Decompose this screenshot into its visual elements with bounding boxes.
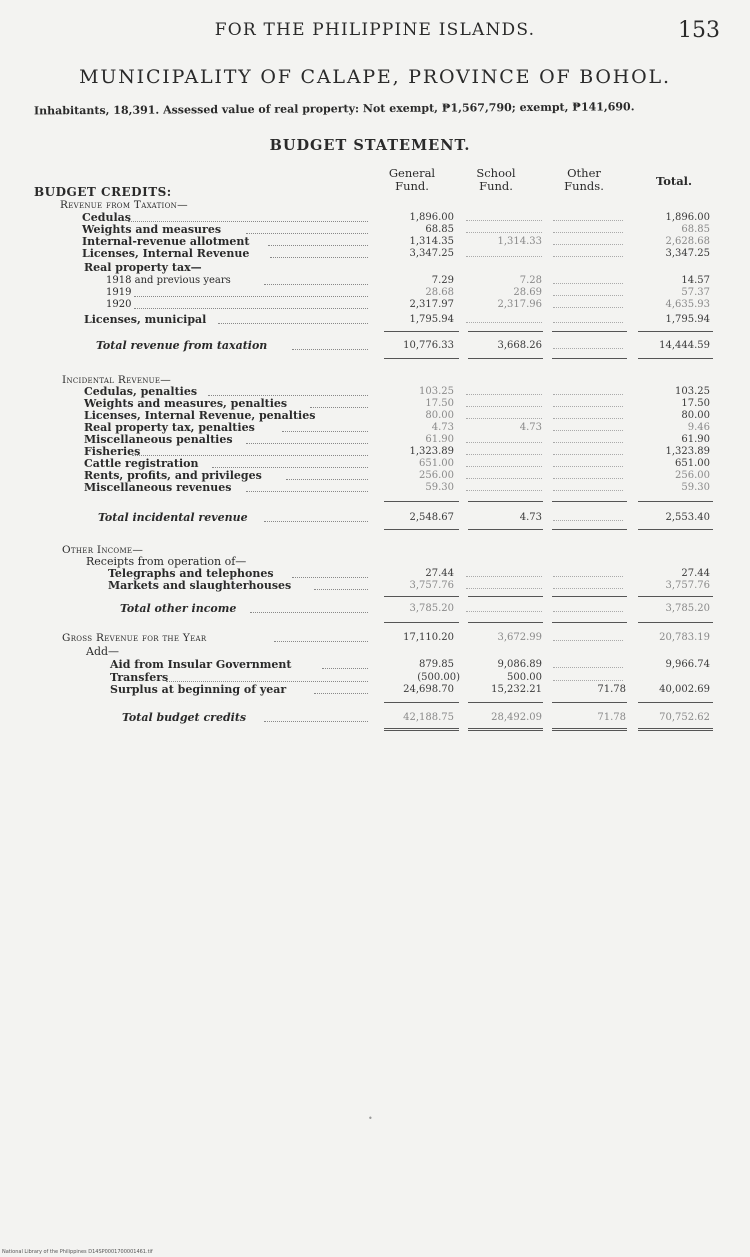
row-label: Cattle registration [84, 457, 199, 470]
table-row [0, 287, 750, 299]
blank-other [553, 611, 623, 612]
blank-school [466, 418, 542, 419]
subtotal-rule [384, 501, 459, 502]
double-total-rule [638, 728, 713, 731]
row-label: Real property tax, penalties [84, 421, 255, 434]
leader-dots [292, 577, 368, 578]
total-rule [384, 358, 459, 359]
blank-other [553, 322, 623, 323]
blank-school [466, 454, 542, 455]
general-value: 28.68 [425, 287, 454, 298]
school-value: 4.73 [519, 422, 542, 433]
other-value: 71.78 [597, 712, 626, 723]
subtotal-rule [384, 702, 459, 703]
total-value: 3,347.25 [665, 248, 710, 259]
general-value: 24,698.70 [403, 684, 454, 695]
blank-other [553, 348, 623, 349]
blank-other [553, 430, 623, 431]
inhabitants-assessed-value-line: Inhabitants, 18,391. Assessed value of real property: Not exempt, ₱1,567,790; exempt, ₱141,690. [33, 100, 635, 118]
blank-other [553, 283, 623, 284]
blank-other [553, 454, 623, 455]
leader-dots [246, 443, 368, 444]
subtotal-rule [638, 702, 713, 703]
leader-dots [128, 221, 368, 222]
leader-dots [286, 479, 368, 480]
row-label: Receipts from operation of— [86, 555, 247, 568]
general-value: 27.44 [425, 568, 454, 579]
blank-school [466, 490, 542, 491]
total-value: 17.50 [681, 398, 710, 409]
general-value: 1,795.94 [409, 314, 454, 325]
subtotal-rule [468, 596, 543, 597]
blank-other [553, 640, 623, 641]
general-value: 256.00 [419, 470, 454, 481]
blank-other [553, 442, 623, 443]
general-value: 3,757.76 [409, 580, 454, 591]
total-rule [384, 529, 459, 530]
total-value: 1,323.89 [665, 446, 710, 457]
blank-school [466, 611, 542, 612]
scan-speck: • [368, 1114, 373, 1123]
blank-other [553, 244, 623, 245]
leader-dots [208, 395, 368, 396]
school-value: 3,672.99 [497, 632, 542, 643]
total-rule [468, 358, 543, 359]
leader-dots [268, 245, 368, 246]
leader-dots [322, 668, 368, 669]
school-value: 4.73 [519, 512, 542, 523]
school-value: 1,314.33 [497, 236, 542, 247]
total-row [0, 603, 750, 615]
blank-other [553, 232, 623, 233]
blank-other [553, 588, 623, 589]
total-value: 14,444.59 [659, 340, 710, 351]
total-value: 651.00 [675, 458, 710, 469]
row-label: Gross Revenue for the Year [62, 632, 207, 644]
general-value: 7.29 [431, 275, 454, 286]
blank-school [466, 220, 542, 221]
leader-dots [274, 641, 368, 642]
row-label: Miscellaneous revenues [84, 481, 232, 494]
school-value: 500.00 [507, 672, 542, 683]
general-value: (500.00) [417, 672, 460, 683]
row-label: Aid from Insular Government [110, 658, 292, 671]
blank-other [553, 406, 623, 407]
total-rule [468, 529, 543, 530]
row-label: Transfers [110, 671, 169, 684]
leader-dots [292, 349, 368, 350]
subtotal-rule [638, 596, 713, 597]
general-value: 3,347.25 [409, 248, 454, 259]
subtotal-rule [468, 501, 543, 502]
leader-dots [212, 467, 368, 468]
leader-dots [264, 721, 368, 722]
blank-other [553, 394, 623, 395]
school-value: 28.69 [513, 287, 542, 298]
general-value: 1,896.00 [409, 212, 454, 223]
total-rule [638, 622, 713, 623]
general-value: 1,323.89 [409, 446, 454, 457]
table-row [0, 275, 750, 287]
general-value: 103.25 [419, 386, 454, 397]
row-label: Surplus at beginning of year [110, 683, 287, 696]
total-row [0, 632, 750, 644]
total-value: 3,785.20 [665, 603, 710, 614]
budget-statement-title: BUDGET STATEMENT. [269, 137, 471, 154]
school-value: 28,492.09 [491, 712, 542, 723]
total-row [0, 340, 750, 352]
row-label: Cedulas, penalties [84, 385, 198, 398]
blank-school [466, 466, 542, 467]
blank-school [466, 406, 542, 407]
row-label: Weights and measures, penalties [84, 397, 288, 410]
table-row [0, 299, 750, 311]
row-label: Miscellaneous penalties [84, 433, 233, 446]
leader-dots [282, 431, 368, 432]
leader-dots [310, 407, 368, 408]
school-value: 3,668.26 [497, 340, 542, 351]
row-label: Licenses, municipal [84, 313, 207, 326]
scan-footer: National Library of the Philippines D14SP0001700001461.tif [2, 1249, 153, 1255]
row-label: Telegraphs and telephones [108, 567, 274, 580]
subtotal-rule [552, 501, 627, 502]
row-label: Cedulas [82, 211, 131, 224]
general-value: 59.30 [425, 482, 454, 493]
general-value: 2,548.67 [409, 512, 454, 523]
general-value: 17,110.20 [403, 632, 454, 643]
row-label: 1919 [106, 287, 132, 298]
subtotal-rule [468, 331, 543, 332]
total-value: 256.00 [675, 470, 710, 481]
page-number: 153 [678, 18, 720, 43]
total-rule [468, 622, 543, 623]
blank-other [553, 667, 623, 668]
general-value: 80.00 [425, 410, 454, 421]
leader-dots [134, 296, 368, 297]
running-title: FOR THE PHILIPPINE ISLANDS. [214, 20, 536, 40]
row-label: Internal-revenue allotment [82, 235, 250, 248]
total-value: 9,966.74 [665, 659, 710, 670]
total-value: 3,757.76 [665, 580, 710, 591]
general-value: 61.90 [425, 434, 454, 445]
subtotal-rule [384, 331, 459, 332]
total-value: 68.85 [681, 224, 710, 235]
total-value: 61.90 [681, 434, 710, 445]
blank-other [553, 478, 623, 479]
leader-dots [246, 233, 368, 234]
budget-credits-heading: BUDGET CREDITS: [34, 185, 172, 199]
leader-dots [132, 455, 368, 456]
total-rule [552, 622, 627, 623]
blank-other [553, 680, 623, 681]
school-value: 15,232.21 [491, 684, 542, 695]
municipality-title: MUNICIPALITY OF CALAPE, PROVINCE OF BOHOL. [79, 66, 671, 88]
school-value: 7.28 [519, 275, 542, 286]
subtotal-rule [552, 331, 627, 332]
blank-school [466, 394, 542, 395]
blank-school [466, 256, 542, 257]
total-row [0, 512, 750, 524]
table-row [0, 262, 750, 274]
revenue-taxation-heading: Revenue from Taxation— [60, 199, 188, 211]
total-value: 20,783.19 [659, 632, 710, 643]
other-value: 71.78 [597, 684, 626, 695]
school-value: 9,086.89 [497, 659, 542, 670]
blank-school [466, 232, 542, 233]
school-value: 2,317.96 [497, 299, 542, 310]
table-row [0, 482, 750, 494]
leader-dots [314, 693, 368, 694]
blank-school [466, 478, 542, 479]
table-row [0, 684, 750, 696]
blank-other [553, 490, 623, 491]
leader-dots [250, 612, 368, 613]
total-value: 9.46 [687, 422, 710, 433]
blank-school [466, 576, 542, 577]
total-value: 4,635.93 [665, 299, 710, 310]
blank-other [553, 466, 623, 467]
general-value: 3,785.20 [409, 603, 454, 614]
subtotal-rule [638, 501, 713, 502]
blank-other [553, 307, 623, 308]
leader-dots [246, 491, 368, 492]
blank-school [466, 588, 542, 589]
total-value: 57.37 [681, 287, 710, 298]
row-label: Weights and measures [82, 223, 222, 236]
total-rule [384, 622, 459, 623]
total-rule [638, 358, 713, 359]
blank-other [553, 220, 623, 221]
total-value: 70,752.62 [659, 712, 710, 723]
general-value: 879.85 [419, 659, 454, 670]
total-value: 80.00 [681, 410, 710, 421]
general-value: 4.73 [431, 422, 454, 433]
other-income-heading: Other Income— [62, 544, 144, 556]
row-label: Total incidental revenue [98, 511, 248, 524]
total-value: 14.57 [681, 275, 710, 286]
section-heading-row [0, 646, 750, 658]
leader-dots [264, 521, 368, 522]
row-label: Markets and slaughterhouses [108, 579, 292, 592]
double-total-rule [384, 728, 459, 731]
col-school-fund: School Fund. [476, 166, 516, 193]
total-value: 2,628.68 [665, 236, 710, 247]
row-label: Rents, profits, and privileges [84, 469, 262, 482]
total-value: 27.44 [681, 568, 710, 579]
leader-dots [134, 308, 368, 309]
total-value: 1,795.94 [665, 314, 710, 325]
general-value: 68.85 [425, 224, 454, 235]
table-row [0, 248, 750, 260]
total-rule [552, 529, 627, 530]
section-heading-row [0, 199, 750, 211]
total-rule [552, 358, 627, 359]
blank-other [553, 576, 623, 577]
col-general-fund: General Fund. [388, 166, 436, 193]
general-value: 10,776.33 [403, 340, 454, 351]
blank-other [553, 418, 623, 419]
blank-other [553, 520, 623, 521]
row-label: Real property tax— [84, 261, 202, 274]
subtotal-rule [552, 596, 627, 597]
table-row [0, 314, 750, 326]
leader-dots [270, 257, 368, 258]
total-rule [638, 529, 713, 530]
general-value: 651.00 [419, 458, 454, 469]
general-value: 2,317.97 [409, 299, 454, 310]
table-row [0, 659, 750, 671]
add-heading: Add— [86, 645, 120, 658]
general-value: 42,188.75 [403, 712, 454, 723]
row-label: Licenses, Internal Revenue [82, 247, 250, 260]
blank-other [553, 295, 623, 296]
general-value: 17.50 [425, 398, 454, 409]
table-row [0, 580, 750, 592]
row-label: Licenses, Internal Revenue, penalties [84, 409, 316, 422]
row-label: Total revenue from taxation [96, 339, 268, 352]
row-label: Total other income [120, 602, 237, 615]
total-value: 59.30 [681, 482, 710, 493]
subtotal-rule [468, 702, 543, 703]
leader-dots [166, 681, 368, 682]
row-label: Total budget credits [122, 711, 247, 724]
row-label: 1918 and previous years [106, 275, 231, 286]
row-label: 1920 [106, 299, 132, 310]
double-total-rule [552, 728, 627, 731]
general-value: 1,314.35 [409, 236, 454, 247]
total-value: 2,553.40 [665, 512, 710, 523]
incidental-revenue-heading: Incidental Revenue— [62, 374, 172, 386]
total-value: 1,896.00 [665, 212, 710, 223]
row-label: Fisheries [84, 445, 141, 458]
col-total: Total. [655, 174, 693, 188]
blank-school [466, 442, 542, 443]
subtotal-rule [552, 702, 627, 703]
total-value: 40,002.69 [659, 684, 710, 695]
subtotal-rule [638, 331, 713, 332]
total-value: 103.25 [675, 386, 710, 397]
total-row [0, 712, 750, 724]
blank-school [466, 322, 542, 323]
col-other-funds: Other Funds. [564, 166, 604, 193]
leader-dots [218, 323, 368, 324]
double-total-rule [468, 728, 543, 731]
leader-dots [264, 284, 368, 285]
subtotal-rule [384, 596, 459, 597]
leader-dots [314, 589, 368, 590]
blank-other [553, 256, 623, 257]
